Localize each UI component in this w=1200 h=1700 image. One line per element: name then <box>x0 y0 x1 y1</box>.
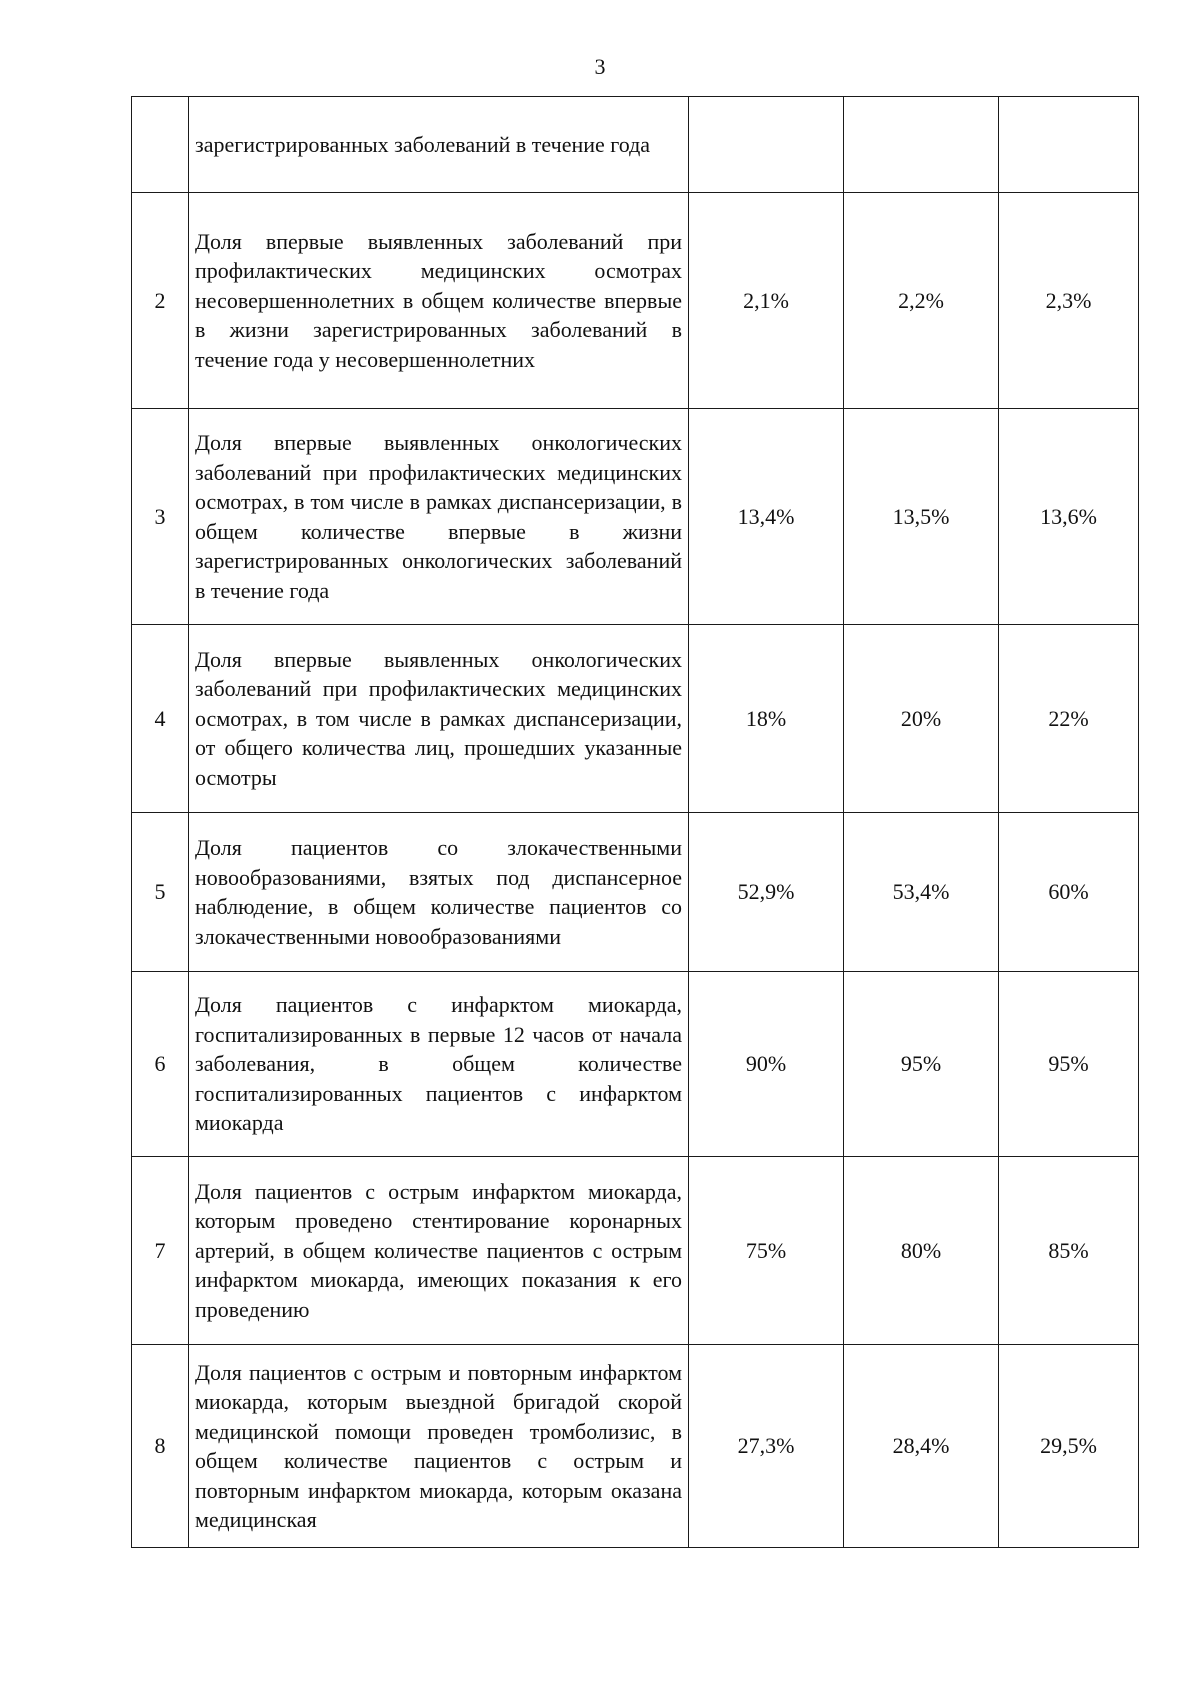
value-year-3: 2,3% <box>999 193 1139 409</box>
table-row <box>132 813 1139 972</box>
table-row <box>132 625 1139 813</box>
value-year-2: 13,5% <box>844 409 999 625</box>
value-year-2: 2,2% <box>844 193 999 409</box>
row-number: 8 <box>132 1345 189 1548</box>
indicator-description: зарегистрированных заболеваний в течение года <box>189 97 689 193</box>
row-number: 2 <box>132 193 189 409</box>
value-year-3: 29,5% <box>999 1345 1139 1548</box>
table-row <box>132 409 1139 625</box>
value-year-1: 2,1% <box>689 193 844 409</box>
indicator-description: Доля впервые выявленных онкологических заболеваний при профилактических медицинских осмотрах, в том числе в рамках диспансеризации, в общем количестве впервые в жизни зарегистрированных онкологических заболеваний в течение года <box>189 409 689 625</box>
value-year-3: 60% <box>999 813 1139 972</box>
value-year-3: 13,6% <box>999 409 1139 625</box>
table-row <box>132 193 1139 409</box>
row-number: 5 <box>132 813 189 972</box>
indicator-description: Доля впервые выявленных онкологических заболеваний при профилактических медицинских осмотрах, в том числе в рамках диспансеризации, от общего количества лиц, прошедших указанные осмотры <box>189 625 689 813</box>
indicator-description: Доля впервые выявленных заболеваний при профилактических медицинских осмотрах несовершеннолетних в общем количестве впервые в жизни зарегистрированных заболеваний в течение года у несовершеннолетних <box>189 193 689 409</box>
indicator-description: Доля пациентов со злокачественными новообразованиями, взятых под диспансерное наблюдение, в общем количестве пациентов со злокачественными новообразованиями <box>189 813 689 972</box>
value-year-2: 20% <box>844 625 999 813</box>
value-year-1: 90% <box>689 972 844 1157</box>
indicator-description: Доля пациентов с инфарктом миокарда, госпитализированных в первые 12 часов от начала заболевания, в общем количестве госпитализированных пациентов с инфарктом миокарда <box>189 972 689 1157</box>
page-number: 3 <box>594 54 606 79</box>
value-year-2: 53,4% <box>844 813 999 972</box>
value-year-3: 85% <box>999 1157 1139 1345</box>
table-row <box>132 1345 1139 1548</box>
indicator-description: Доля пациентов с острым и повторным инфарктом миокарда, которым выездной бригадой скорой медицинской помощи проведен тромболизис, в общем количестве пациентов с острым и повторным инфарктом миокарда, которым оказана медицинская <box>189 1345 689 1548</box>
value-year-2: 28,4% <box>844 1345 999 1548</box>
value-year-1: 13,4% <box>689 409 844 625</box>
table-row <box>132 972 1139 1157</box>
row-number <box>132 97 189 193</box>
value-year-1: 75% <box>689 1157 844 1345</box>
value-year-3: 22% <box>999 625 1139 813</box>
value-year-1: 52,9% <box>689 813 844 972</box>
value-year-2: 80% <box>844 1157 999 1345</box>
value-year-2: 95% <box>844 972 999 1157</box>
row-number: 6 <box>132 972 189 1157</box>
row-number: 7 <box>132 1157 189 1345</box>
indicator-description: Доля пациентов с острым инфарктом миокарда, которым проведено стентирование коронарных артерий, в общем количестве пациентов с острым инфарктом миокарда, имеющих показания к его проведению <box>189 1157 689 1345</box>
table-row <box>132 97 1139 193</box>
value-year-3: 95% <box>999 972 1139 1157</box>
indicators-table <box>131 96 1139 1548</box>
value-year-1: 18% <box>689 625 844 813</box>
value-year-3 <box>999 97 1139 193</box>
value-year-2 <box>844 97 999 193</box>
row-number: 3 <box>132 409 189 625</box>
table-row <box>132 1157 1139 1345</box>
value-year-1 <box>689 97 844 193</box>
row-number: 4 <box>132 625 189 813</box>
value-year-1: 27,3% <box>689 1345 844 1548</box>
